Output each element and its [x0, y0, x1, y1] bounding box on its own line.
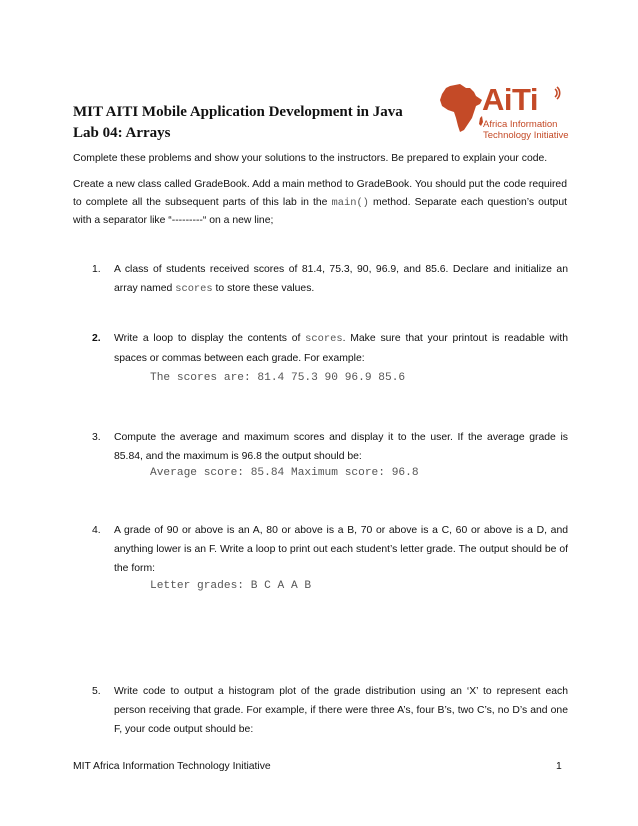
question-number: 1. [92, 264, 101, 275]
example-output-2: The scores are: 81.4 75.3 90 96.9 85.6 [150, 372, 406, 384]
question-number: 2. [92, 333, 101, 344]
logo-tagline [483, 119, 569, 141]
intro-paragraph-2 [73, 176, 567, 230]
question-code: scores [175, 283, 213, 295]
question-number: 3. [92, 432, 101, 443]
question-text-after: to store these values. [212, 283, 315, 294]
question-number: 5. [92, 686, 101, 697]
intro-code-main: main() [331, 197, 369, 209]
question-text: A grade of 90 or above is an A, 80 or above is a B, 70 or above is a C, 60 or above is a D, and anything lower is an F. Write a loop to print out each student’s letter grade. The output should be of the form: [114, 525, 568, 574]
page-number: 1 [556, 761, 562, 772]
question-1 [92, 260, 568, 299]
question-5 [92, 682, 568, 739]
logo-tagline-line-2: Technology Initiative [483, 130, 569, 141]
intro-text-after: method. Separate each question’s output with a separator like “---------“ on a new line; [73, 197, 568, 226]
question-2 [92, 329, 568, 368]
wireless-signal-icon [548, 84, 566, 102]
logo-wordmark: AiTi [482, 82, 538, 117]
logo-tagline-line-1: Africa Information [483, 119, 558, 130]
question-text-before: Write a loop to display the contents of [114, 333, 306, 344]
title-line-1: MIT AITI Mobile Application Development in Java [73, 104, 403, 120]
question-4 [92, 521, 568, 578]
title-line-2: Lab 04: Arrays [73, 125, 171, 141]
africa-map-icon [436, 80, 488, 136]
aiti-logo [436, 80, 569, 150]
question-3 [92, 428, 568, 466]
question-text: Compute the average and maximum scores and display it to the user. If the average grade is 85.84, and the maximum is 96.8 the output should be: [114, 432, 568, 462]
question-number: 4. [92, 525, 101, 536]
question-text-after: . Make sure that your printout is readable with spaces or commas between each grade. For example: [114, 333, 568, 364]
intro-text-before: Create a new class called GradeBook. Add a main method to GradeBook. You should put the code required to complete all the subsequent parts of this lab in the [73, 179, 567, 208]
question-code: scores [305, 333, 343, 345]
intro-paragraph-1: Complete these problems and show your solutions to the instructors. Be prepared to explain your code. [73, 153, 548, 164]
question-text [114, 260, 568, 299]
document-title [73, 102, 433, 144]
question-text [114, 329, 568, 368]
question-text-before: A class of students received scores of 81.4, 75.3, 90, 96.9, and 85.6. Declare and initialize an array named [114, 264, 568, 294]
footer-org: MIT Africa Information Technology Initiative [73, 761, 271, 772]
example-output-3: Average score: 85.84 Maximum score: 96.8 [150, 467, 419, 479]
example-output-4: Letter grades: B C A A B [150, 580, 312, 592]
question-text: Write code to output a histogram plot of the grade distribution using an ‘X’ to represent each person receiving that grade. For example, if there were three A’s, four B’s, two C’s, no D’s and one F, your code output should be: [114, 686, 568, 735]
